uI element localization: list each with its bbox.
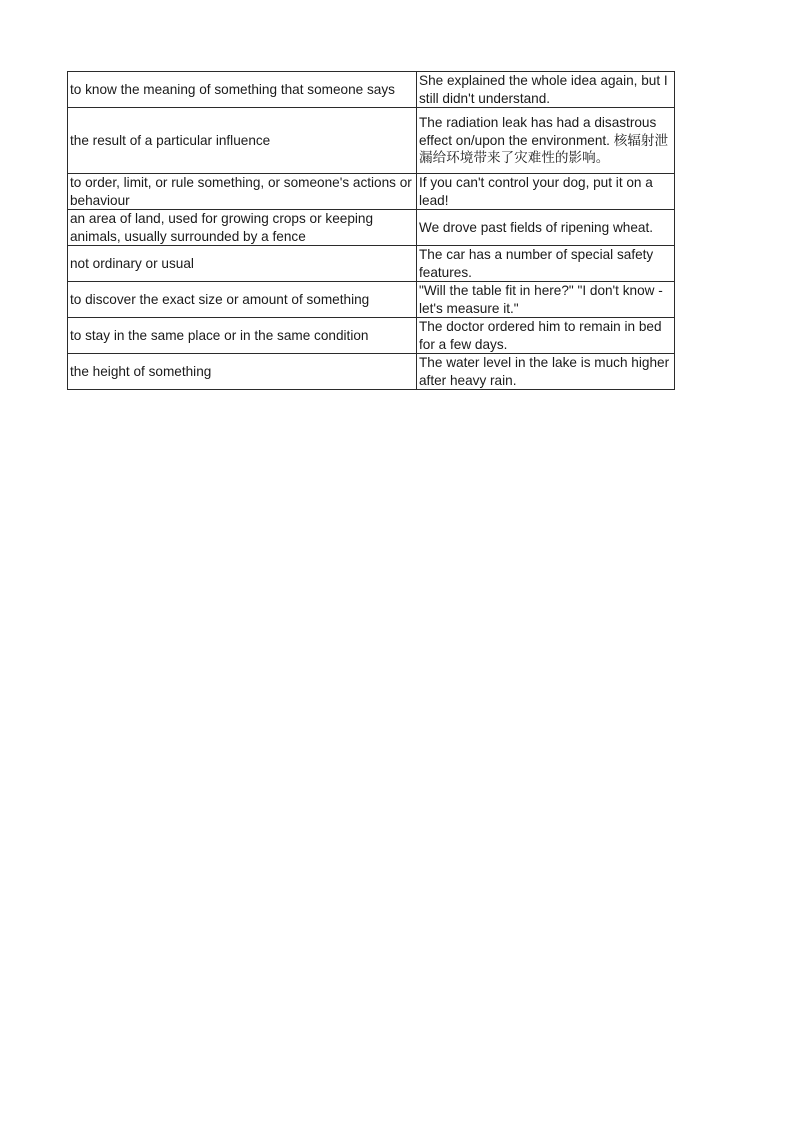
definition-text: to know the meaning of something that someone says — [70, 81, 395, 97]
example-cell — [417, 108, 675, 174]
table-row — [68, 318, 675, 354]
definition-text: not ordinary or usual — [70, 255, 194, 271]
example-cell — [417, 282, 675, 318]
definition-cell — [68, 282, 417, 318]
example-text: The car has a number of special safety features. — [419, 247, 654, 280]
table-row — [68, 282, 675, 318]
definition-cell — [68, 210, 417, 246]
definition-cell — [68, 174, 417, 210]
definition-text: to stay in the same place or in the same condition — [70, 327, 369, 343]
example-text: If you can't control your dog, put it on a lead! — [419, 175, 653, 208]
definition-text: the height of something — [70, 363, 212, 379]
definition-cell — [68, 108, 417, 174]
table-row — [68, 354, 675, 390]
example-text: The water level in the lake is much higher after heavy rain. — [419, 355, 670, 388]
definition-text: an area of land, used for growing crops or keeping animals, usually surrounded by a fence — [70, 211, 374, 244]
example-text: We drove past fields of ripening wheat. — [419, 219, 653, 235]
definition-text: to order, limit, or rule something, or someone's actions or behaviour — [70, 175, 412, 208]
table-row — [68, 108, 675, 174]
definition-cell — [68, 354, 417, 390]
table-row — [68, 72, 675, 108]
example-cell — [417, 318, 675, 354]
example-text: "Will the table fit in here?" "I don't know - let's measure it." — [419, 283, 663, 316]
example-cell — [417, 354, 675, 390]
example-cell — [417, 72, 675, 108]
definition-cell — [68, 318, 417, 354]
vocabulary-table — [67, 71, 675, 390]
definition-cell — [68, 246, 417, 282]
example-text: The doctor ordered him to remain in bed for a few days. — [419, 319, 662, 352]
table-row — [68, 210, 675, 246]
table-row — [68, 174, 675, 210]
definition-text: to discover the exact size or amount of something — [70, 291, 370, 307]
example-text: The radiation leak has had a disastrous effect on/upon the environment. 核辐射泄漏给环境带来了灾难性的影响。 — [419, 115, 669, 166]
definition-cell — [68, 72, 417, 108]
table-row — [68, 246, 675, 282]
example-cell — [417, 246, 675, 282]
example-text: She explained the whole idea again, but I still didn't understand. — [419, 73, 668, 106]
definition-text: the result of a particular influence — [70, 132, 271, 148]
example-cell — [417, 174, 675, 210]
example-cell — [417, 210, 675, 246]
